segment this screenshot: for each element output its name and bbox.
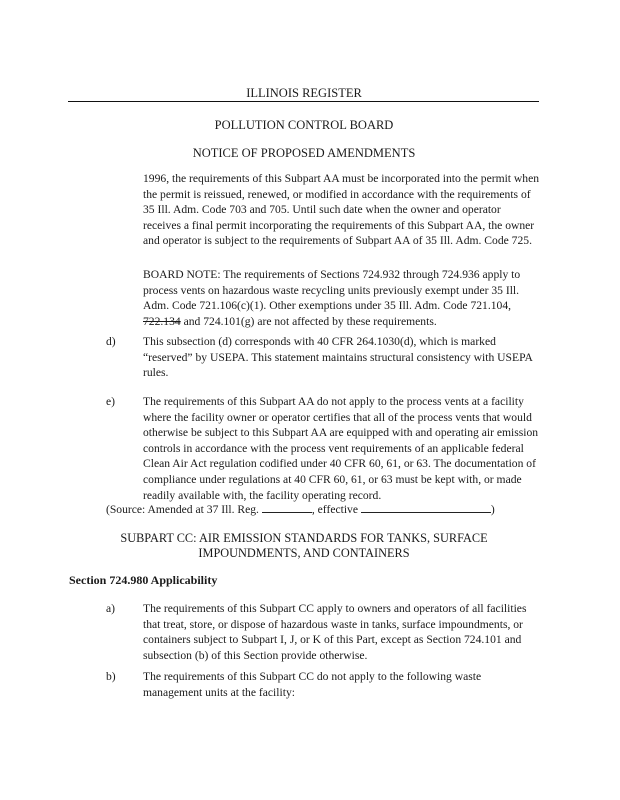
subsection-e-label: e) [106, 395, 116, 408]
source-prefix: (Source: Amended at 37 Ill. Reg. [106, 503, 259, 516]
board-note-text: BOARD NOTE: The requirements of Sections 724.932 through 724.936 apply to process vents on hazardous waste recycling units previously exempt under 35 Ill. Adm. Code 721.106(c)(1). Other exemptions under 35 Ill. Adm. Code 721.104, [143, 268, 521, 313]
source-suffix: ) [490, 503, 495, 516]
subsection-b-label: b) [106, 670, 116, 683]
continuation-paragraph: 1996, the requirements of this Subpart AA must be incorporated into the permit when the permit is reissued, renewed, or modified in accordance with the requirements of 35 Ill. Adm. Code 703 and 705. Until such date when the owner and operator receives a final permit incorporating the requirements of this Subpart AA, the owner and operator is subject to the requirements of Subpart AA of 35 Ill. Adm. Code 725. [143, 172, 540, 248]
source-effective-label: , effective [311, 503, 358, 516]
source-register-blank [262, 501, 312, 513]
subsection-b-text: The requirements of this Subpart CC do not apply to the following waste management units at the facility: [143, 670, 482, 699]
board-note-struck-text: 722.134 [143, 314, 181, 328]
subsection-a-text: The requirements of this Subpart CC apply to owners and operators of all facilities that treat, store, or dispose of hazardous waste in tanks, surface impoundments, or containers subject to Subpart I, J, or K of this Part, except as Section 724.101 and subsection (b) of this Section provide otherwise. [143, 602, 527, 662]
subsection-d-label: d) [106, 335, 116, 348]
source-effective-blank [361, 501, 491, 513]
notice-title: NOTICE OF PROPOSED AMENDMENTS [192, 146, 416, 160]
board-title: POLLUTION CONTROL BOARD [214, 118, 394, 132]
register-title: ILLINOIS REGISTER [246, 86, 362, 100]
subsection-d-text: This subsection (d) corresponds with 40 CFR 264.1030(d), which is marked “reserved” by USEPA. This statement maintains structural consistency with USEPA rules. [143, 335, 533, 380]
subsection-e-text: The requirements of this Subpart AA do not apply to the process vents at a facility where the facility owner or operator certifies that all of the process vents that would otherwise be subject to this Subpart AA are equipped with and operating air emission controls in accordance with the process vent requirements of an applicable federal Clean Air Act regulation codified under 40 CFR 60, 61, or 63. The documentation of compliance under regulations at 40 CFR 60, 61, or 63 must be kept with, or made readily available with, the facility operating record. [143, 395, 539, 502]
subpart-cc-title-line-2: IMPOUNDMENTS, AND CONTAINERS [198, 546, 410, 560]
subpart-cc-title-line-1: SUBPART CC: AIR EMISSION STANDARDS FOR TANKS, SURFACE [120, 531, 488, 545]
subsection-a-label: a) [106, 602, 116, 615]
header-rule [68, 101, 539, 102]
source-note [106, 501, 546, 518]
section-heading: Section 724.980 Applicability [69, 573, 218, 587]
board-note-text-end: and 724.101(g) are not affected by these requirements. [180, 314, 437, 328]
board-note [143, 267, 543, 329]
